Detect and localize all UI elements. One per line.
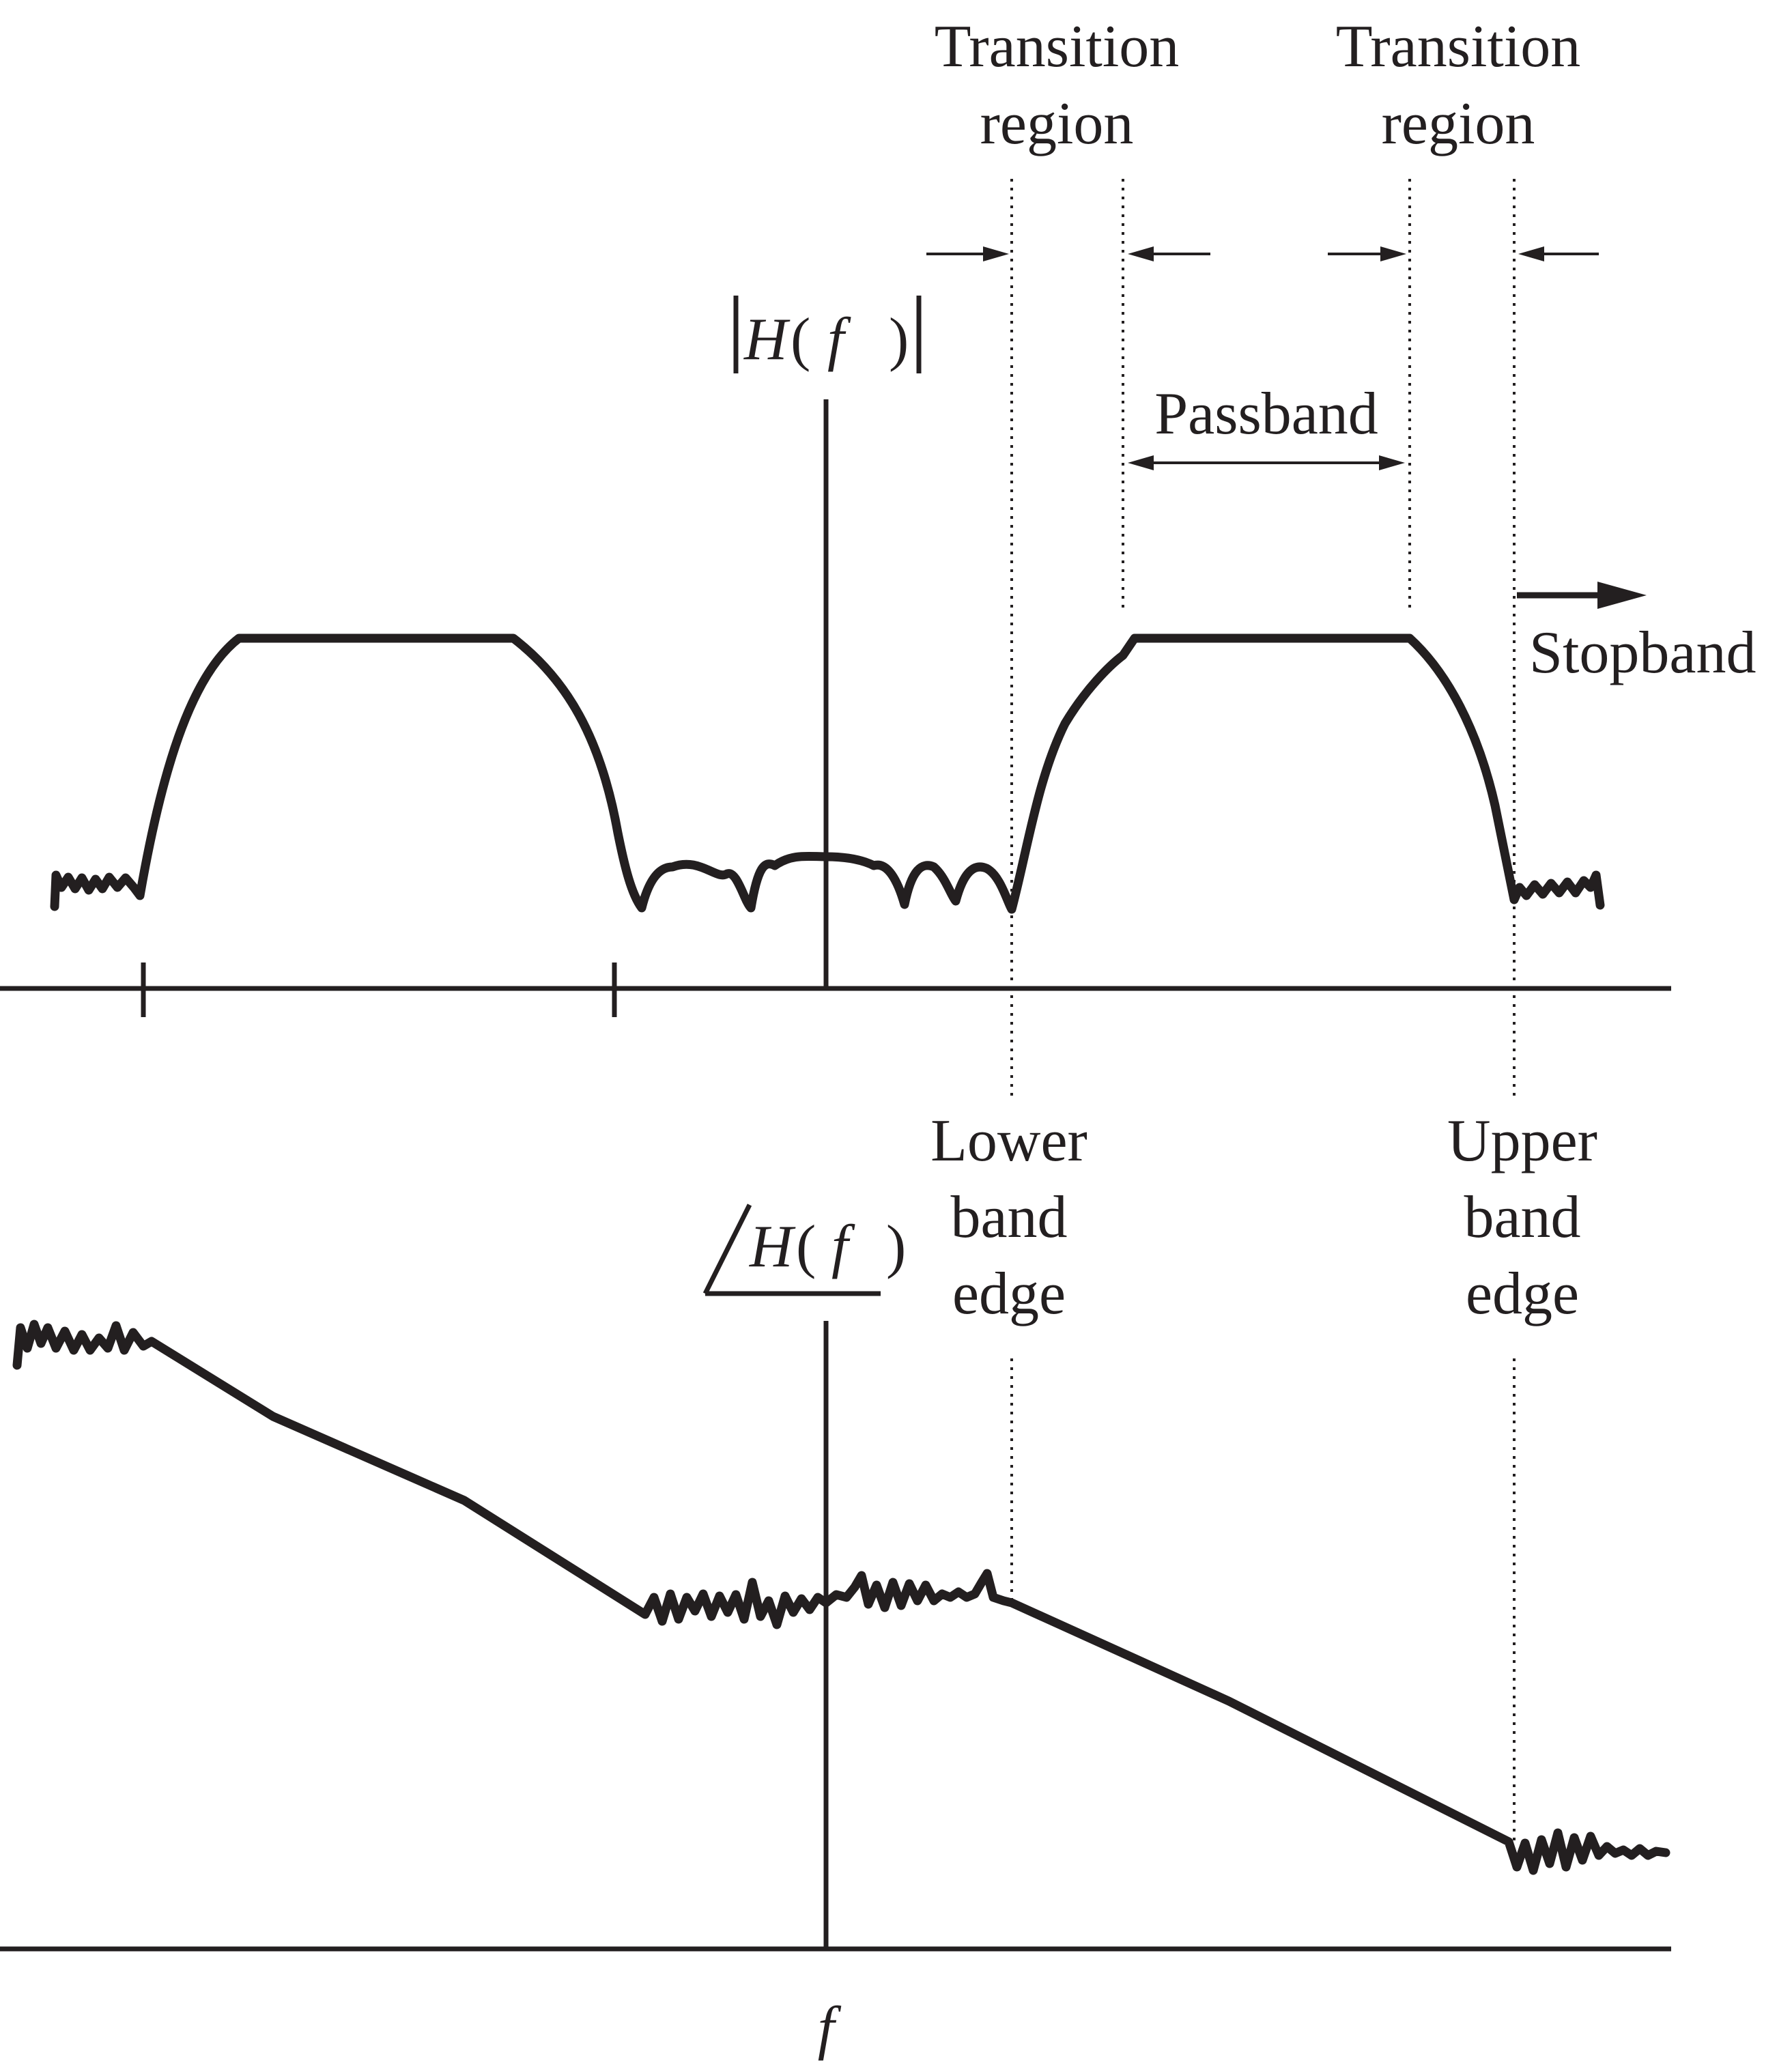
transition-region-left-line1: Transition [934, 14, 1180, 80]
lower-band-edge-line2: band [950, 1184, 1068, 1251]
transition-region-right-line2: region [1381, 91, 1535, 157]
lower-band-edge-line1: Lower [930, 1108, 1087, 1174]
transition-arrow-right-b [1518, 246, 1599, 261]
phase-label [705, 1205, 906, 1294]
passband-label: Passband [1154, 381, 1378, 447]
frequency-axis-label: f [817, 1995, 835, 2062]
stopband-label: Stopband [1529, 620, 1757, 686]
phase-label-f: f [831, 1214, 849, 1280]
transition-region-right-line1: Transition [1335, 14, 1581, 80]
lower-band-edge-line3: edge [952, 1261, 1066, 1327]
phase-curve [17, 1324, 1666, 1870]
phase-label-h: H [750, 1214, 793, 1280]
passband-double-arrow [1128, 455, 1405, 470]
magnitude-label-h: H [744, 307, 788, 373]
phase-label-close: ) [886, 1214, 907, 1280]
transition-arrow-right-a [1328, 246, 1406, 261]
magnitude-label-close: ) [889, 307, 909, 373]
magnitude-label-f: f [827, 307, 844, 373]
upper-band-edge-line1: Upper [1447, 1108, 1597, 1174]
transition-arrow-left-a [926, 246, 1009, 261]
magnitude-label-open: ( [791, 307, 811, 373]
magnitude-label [736, 296, 919, 373]
stopband-arrow [1517, 582, 1647, 609]
upper-band-edge-line3: edge [1465, 1261, 1580, 1327]
upper-band-edge-line2: band [1464, 1184, 1581, 1251]
phase-label-open: ( [796, 1214, 816, 1280]
transition-region-left-line2: region [980, 91, 1134, 157]
transition-arrow-left-b [1128, 246, 1210, 261]
